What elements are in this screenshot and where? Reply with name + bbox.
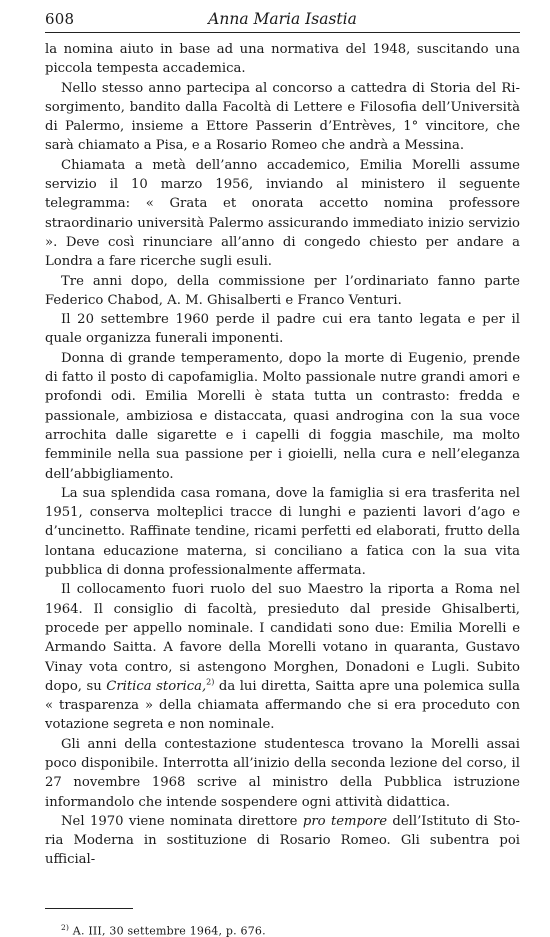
text-segment: Il 20 settembre 1960 perde il padre cui era tanto legata e per il quale organizza funerali imponenti. <box>45 312 520 347</box>
paragraph <box>45 349 520 484</box>
italic-text: Critica storica, <box>106 678 207 694</box>
paragraph <box>45 310 520 349</box>
footnote-marker: 2) <box>61 922 70 932</box>
footnote-text: A. III, 30 settembre 1964, p. 676. <box>69 924 266 937</box>
text-segment: La sua splendida casa romana, dove la famiglia si era trasferita nel 1951, conserva molteplici tracce di lunghi e pazienti lavori d’ago e d’uncinetto. Raffinate tendine, ricami perfetti ed elaborati, frutto della lontana educazione materna, si conciliano a fatica con la sua vita pubblica di donna professionalmente affermata. <box>45 485 520 579</box>
body-text <box>45 40 520 870</box>
paragraph <box>45 735 520 812</box>
page-number: 608 <box>45 10 75 28</box>
text-segment: la nomina aiuto in base ad una normativa del 1948, suscitando una piccola tempesta accademica. <box>45 42 520 77</box>
text-segment: Il collocamento fuori ruolo del suo Maestro la riporta a Roma nel 1964. Il consiglio di facoltà, presieduto dal preside Ghisalberti, procede per appello nominale. I candidati sono due: Emilia Morelli e Armando Saitta. A favore della Morelli votano in quaranta, Gustavo Vinay vota contro, si astengono Morghen, Donadoni e Lugli. Subito dopo, su <box>45 582 520 694</box>
text-segment: Nello stesso anno partecipa al concorso a cattedra di Storia del Risorgimento, bandito dalla Facoltà di Lettere e Filosofia dell’Università di Palermo, insieme a Ettore Passerin d’Entrèves, 1° vincitore, che sarà chiamato a Pisa, e a Rosario Romeo che andrà a Messina. <box>45 80 520 154</box>
text-segment: da lui diretta, Saitta apre una polemica sulla « trasparenza » della chiamata affermando che si era proceduto con votazione segreta e non nominale. <box>45 678 520 733</box>
text-segment: Donna di grande temperamento, dopo la morte di Eugenio, prende di fatto il posto di capofamiglia. Molto passionale nutre grandi amori e profondi odi. Emilia Morelli è stata tutta un contrasto: fredda e passionale, ambiziosa e distaccata, quasi androgina con la sua voce arrochita dalle sigarette e i capelli di foggia maschile, ma molto femminile nella sua passione per i gioielli, nella cura e nell’eleganza dell’abbigliamento. <box>45 350 520 482</box>
paragraph <box>45 79 520 156</box>
paragraph <box>45 580 520 734</box>
text-segment: Chiamata a metà dell’anno accademico, Emilia Morelli assume servizio il 10 marzo 1956, inviando al ministero il seguente telegramma: « Grata et onorata accetto nomina professore straordinario università Palermo assicurando immediato inizio servizio ». Deve così rinunciare all’anno di congedo chiesto per andare a Londra a fare ricerche sugli esuli. <box>45 157 520 270</box>
paragraph <box>45 272 520 311</box>
text-segment: dell’Istituto di Storia Moderna in sostituzione di Rosario Romeo. Gli subentra poi ufficial- <box>45 813 520 868</box>
footnote-rule <box>45 908 133 909</box>
text-segment: Gli anni della contestazione studentesca trovano la Morelli assai poco disponibile. Interrotta all’inizio della seconda lezione del corso, il 27 novembre 1968 scrive al ministro della Pubblica istruzione informandolo che intende sospendere ogni attività didattica. <box>45 736 520 810</box>
page-header <box>45 10 520 33</box>
book-page <box>45 10 520 937</box>
text-segment: Tre anni dopo, della commissione per l’ordinariato fanno parte Federico Chabod, A. M. Ghisalberti e Franco Venturi. <box>45 273 520 308</box>
text-segment: Nel 1970 viene nominata direttore <box>61 813 303 829</box>
footnote-reference: 2) <box>206 677 215 687</box>
italic-text: pro tempore <box>302 813 388 829</box>
running-title: Anna Maria Isastia <box>208 10 357 28</box>
paragraph <box>45 484 520 580</box>
footnote <box>45 923 520 937</box>
paragraph <box>45 812 520 870</box>
paragraph <box>45 40 520 79</box>
paragraph <box>45 156 520 272</box>
